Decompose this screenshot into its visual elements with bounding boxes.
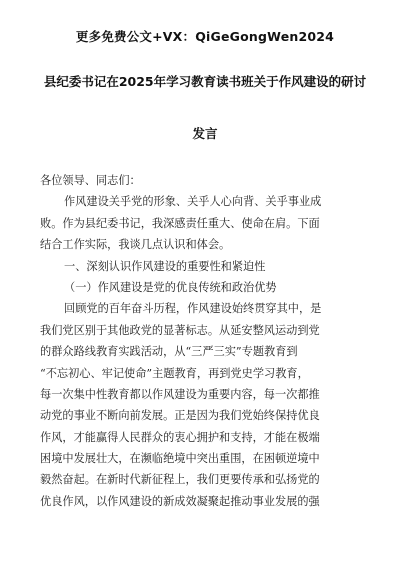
paragraph-line: 的群众路线教育实践活动，从“三严三实”专题教育到 (40, 345, 298, 359)
paragraph-line: 我们党区别于其他政党的显著标志。从延安整风运动到党 (40, 323, 320, 337)
paragraph-line: “不忘初心、牢记使命”主题教育，再到党史学习教育， (40, 366, 309, 380)
paragraph-line: 作风，才能赢得人民群众的衷心拥护和支持，才能在极端 (40, 430, 320, 444)
section-heading: 一、深刻认识作风建设的重要性和紧迫性 (64, 259, 266, 273)
paragraph-line: 困境中发展壮大，在濒临绝境中突出重围，在困顿逆境中 (40, 452, 320, 466)
paragraph-line: 每一次集中性教育都以作风建设为重要内容，每一次都推 (40, 387, 320, 401)
paragraph-line: 动党的事业不断向前发展。正是因为我们党始终保持优良 (40, 409, 320, 423)
paragraph-line: 作风建设关乎党的形象、关乎人心向背、关乎事业成 (64, 195, 322, 209)
paragraph-line: 优良作风，以作风建设的新成效凝聚起推动事业发展的强 (40, 494, 320, 508)
paragraph-line: 毅然奋起。在新时代新征程上，我们更要传承和弘扬党的 (40, 473, 320, 487)
paragraph-line: 结合工作实际，我谈几点认识和体会。 (40, 238, 231, 252)
document-title-continued: 发言 (192, 126, 218, 141)
salutation: 各位领导、同志们： (40, 174, 141, 187)
paragraph-line: 败。作为县纪委书记，我深感责任重大、使命在肩。下面 (40, 216, 320, 230)
subsection-heading: （一）作风建设是党的优良传统和政治优势 (64, 280, 277, 294)
paragraph-line: 回顾党的百年奋斗历程，作风建设始终贯穿其中，是 (64, 302, 322, 316)
promo-header: 更多免费公文+VX：QiGeGongWen2024 (75, 29, 335, 44)
document-body (40, 170, 380, 512)
document-title: 县纪委书记在2025年学习教育读书班关于作风建设的研讨 (43, 74, 367, 89)
